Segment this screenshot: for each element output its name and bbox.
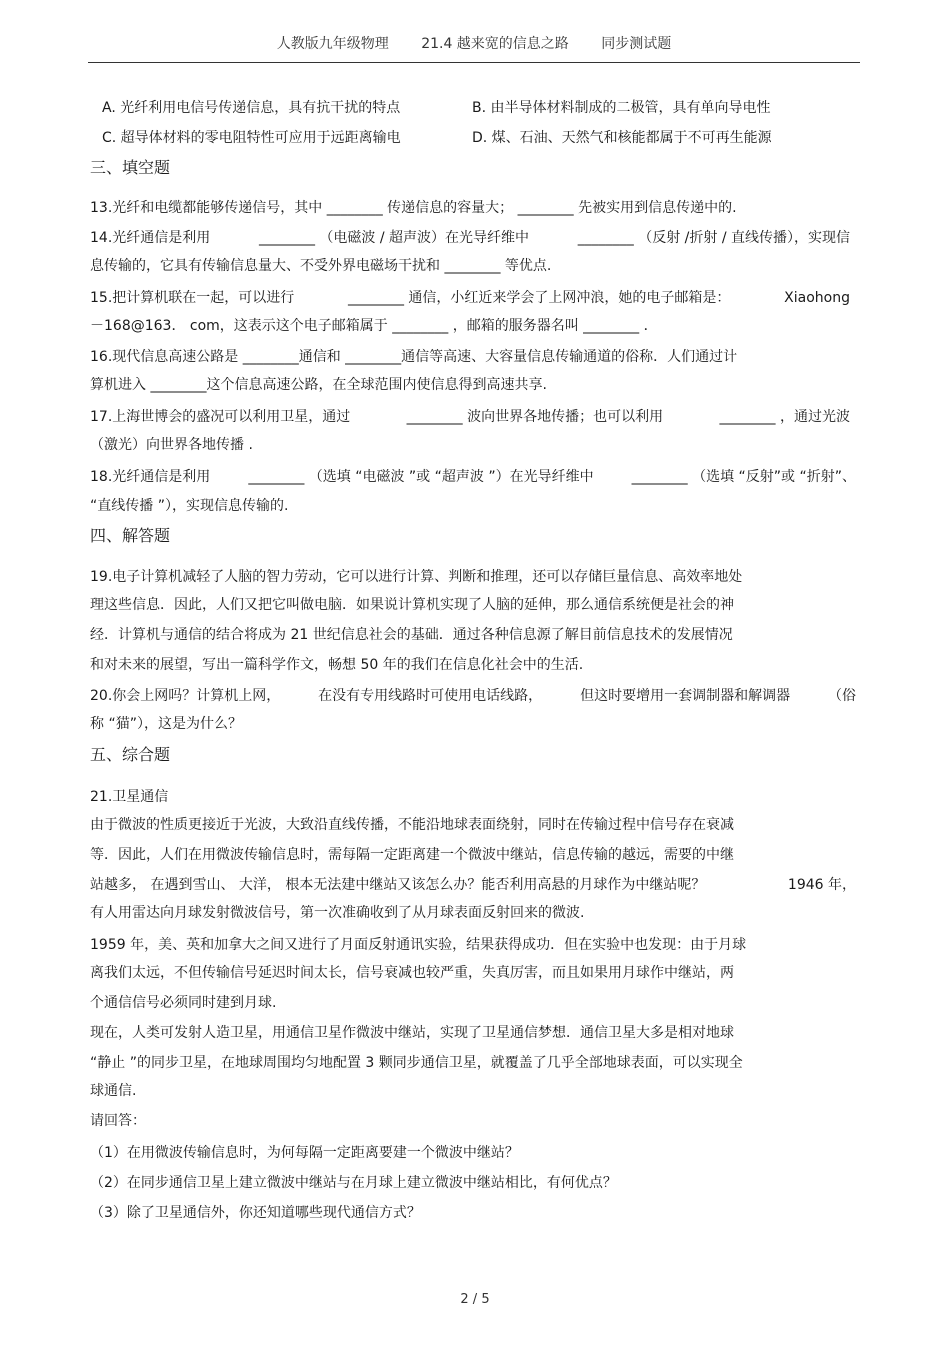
header-grade: 人教版九年级物理: [276, 36, 389, 52]
q21-paragraph1-line1: 由于微波的性质更接近于光波，大致沿直线传播，不能沿地球表面绕射，同时在传输过程中信号存在衰减: [90, 817, 734, 833]
question-14-line2: 息传输的，它具有传输信息量大、不受外界电磁场干扰和 ________ 等优点.: [90, 258, 552, 274]
question-13: 13.光纤和电缆都能够传递信号，其中 ________ 传递信息的容量大； ________ 先被实用到信息传递中的.: [90, 200, 737, 216]
question-17-line1: 17.上海世博会的盛况可以利用卫星，通过 ________ 波向世界各地传播；也可以利用 ________ ，通过光波: [90, 409, 850, 425]
q21-paragraph2-line3: 个通信信号必须同时建到月球.: [90, 995, 277, 1011]
choice-b: B. 由半导体材料制成的二极管，具有单向导电性: [472, 100, 771, 116]
q21-paragraph3-line1: 现在，人类可发射人造卫星，用通信卫星作微波中继站，实现了卫星通信梦想．通信卫星大多是相对地球: [90, 1025, 734, 1041]
q21-paragraph3-line3: 球通信.: [90, 1083, 137, 1099]
question-19-line2: 理这些信息．因此，人们又把它叫做电脑．如果说计算机实现了人脑的延伸，那么通信系统便是社会的神: [90, 597, 734, 613]
q21-subquestion-2: （2）在同步通信卫星上建立微波中继站与在月球上建立微波中继站相比，有何优点？: [90, 1175, 617, 1191]
question-15-line2: －168@163． com，这表示这个电子邮箱属于 ________ ，邮箱的服务器名叫 ________ ．: [90, 318, 658, 334]
section-answer: 四、解答题: [90, 526, 171, 545]
question-20-line1: 20.你会上网吗？计算机上网， 在没有专用线路时可使用电话线路， 但这时要增用一套调制器和解调器 （俗: [90, 688, 856, 704]
question-18-line2: “直线传播 ”），实现信息传输的.: [90, 498, 289, 514]
q21-paragraph1-line3: 站越多， 在遇到雪山、 大洋， 根本无法建中继站又该怎么办？能否利用高悬的月球作为中继站呢？ 1946 年，: [90, 877, 856, 893]
section-synthesis: 五、综合题: [90, 745, 171, 764]
section-fill-blank: 三、填空题: [90, 158, 171, 177]
q21-paragraph1-line4: 有人用雷达向月球发射微波信号，第一次准确收到了从月球表面反射回来的微波.: [90, 905, 585, 921]
question-14-line1: 14.光纤通信是利用 ________ （电磁波 / 超声波）在光导纤维中 ________ （反射 /折射 / 直线传播），实现信: [90, 230, 850, 246]
q21-subquestion-1: （1）在用微波传输信息时，为何每隔一定距离要建一个微波中继站？: [90, 1145, 519, 1161]
question-20-line2: 称 “猫”），这是为什么？: [90, 716, 242, 732]
q21-paragraph3-line2: “静止 ”的同步卫星，在地球周围均匀地配置 3 颗同步通信卫星，就覆盖了几乎全部地球表面，可以实现全: [90, 1055, 743, 1071]
header-type: 同步测试题: [601, 36, 672, 52]
question-19-line1: 19.电子计算机减轻了人脑的智力劳动，它可以进行计算、判断和推理，还可以存储巨量信息、高效率地处: [90, 569, 743, 585]
question-15-line1: 15.把计算机联在一起，可以进行 ________ 通信，小红近来学会了上网冲浪，她的电子邮箱是： Xiaohong: [90, 290, 850, 306]
question-21-title: 21.卫星通信: [90, 789, 169, 805]
q21-prompt: 请回答：: [90, 1113, 146, 1129]
page-header: [88, 30, 860, 63]
question-18-line1: 18.光纤通信是利用 ________ （选填 “电磁波 ”或 “超声波 ”）在光导纤维中 ________ （选填 “反射”或 “折射”、: [90, 469, 856, 485]
question-16-line1: 16.现代信息高速公路是 ________通信和 ________通信等高速、大容量信息传输通道的俗称．人们通过计: [90, 349, 738, 365]
q21-subquestion-3: （3）除了卫星通信外，你还知道哪些现代通信方式？: [90, 1205, 421, 1221]
q21-paragraph2-line2: 离我们太远，不但传输信号延迟时间太长，信号衰减也较严重，失真厉害，而且如果用月球作中继站，两: [90, 965, 734, 981]
page-number: 2 / 5: [460, 1292, 490, 1307]
question-19-line4: 和对未来的展望，写出一篇科学作文，畅想 50 年的我们在信息化社会中的生活.: [90, 657, 584, 673]
choice-a: A. 光纤利用电信号传递信息，具有抗干扰的特点: [102, 100, 401, 116]
question-16-line2: 算机进入 ________这个信息高速公路，在全球范围内使信息得到高速共享.: [90, 377, 547, 393]
question-17-line2: （激光）向世界各地传播 .: [90, 437, 253, 453]
choice-c: C. 超导体材料的零电阻特性可应用于远距离输电: [102, 130, 401, 146]
choice-d: D. 煤、石油、天然气和核能都属于不可再生能源: [472, 130, 772, 146]
header-chapter: 21.4 越来宽的信息之路: [421, 36, 569, 52]
question-19-line3: 经．计算机与通信的结合将成为 21 世纪信息社会的基础．通过各种信息源了解目前信息技术的发展情况: [90, 627, 733, 643]
q21-paragraph1-line2: 等．因此，人们在用微波传输信息时，需每隔一定距离建一个微波中继站，信息传输的越远，需要的中继: [90, 847, 734, 863]
q21-paragraph2-line1: 1959 年，美、英和加拿大之间又进行了月面反射通讯实验，结果获得成功．但在实验中也发现：由于月球: [90, 937, 747, 953]
